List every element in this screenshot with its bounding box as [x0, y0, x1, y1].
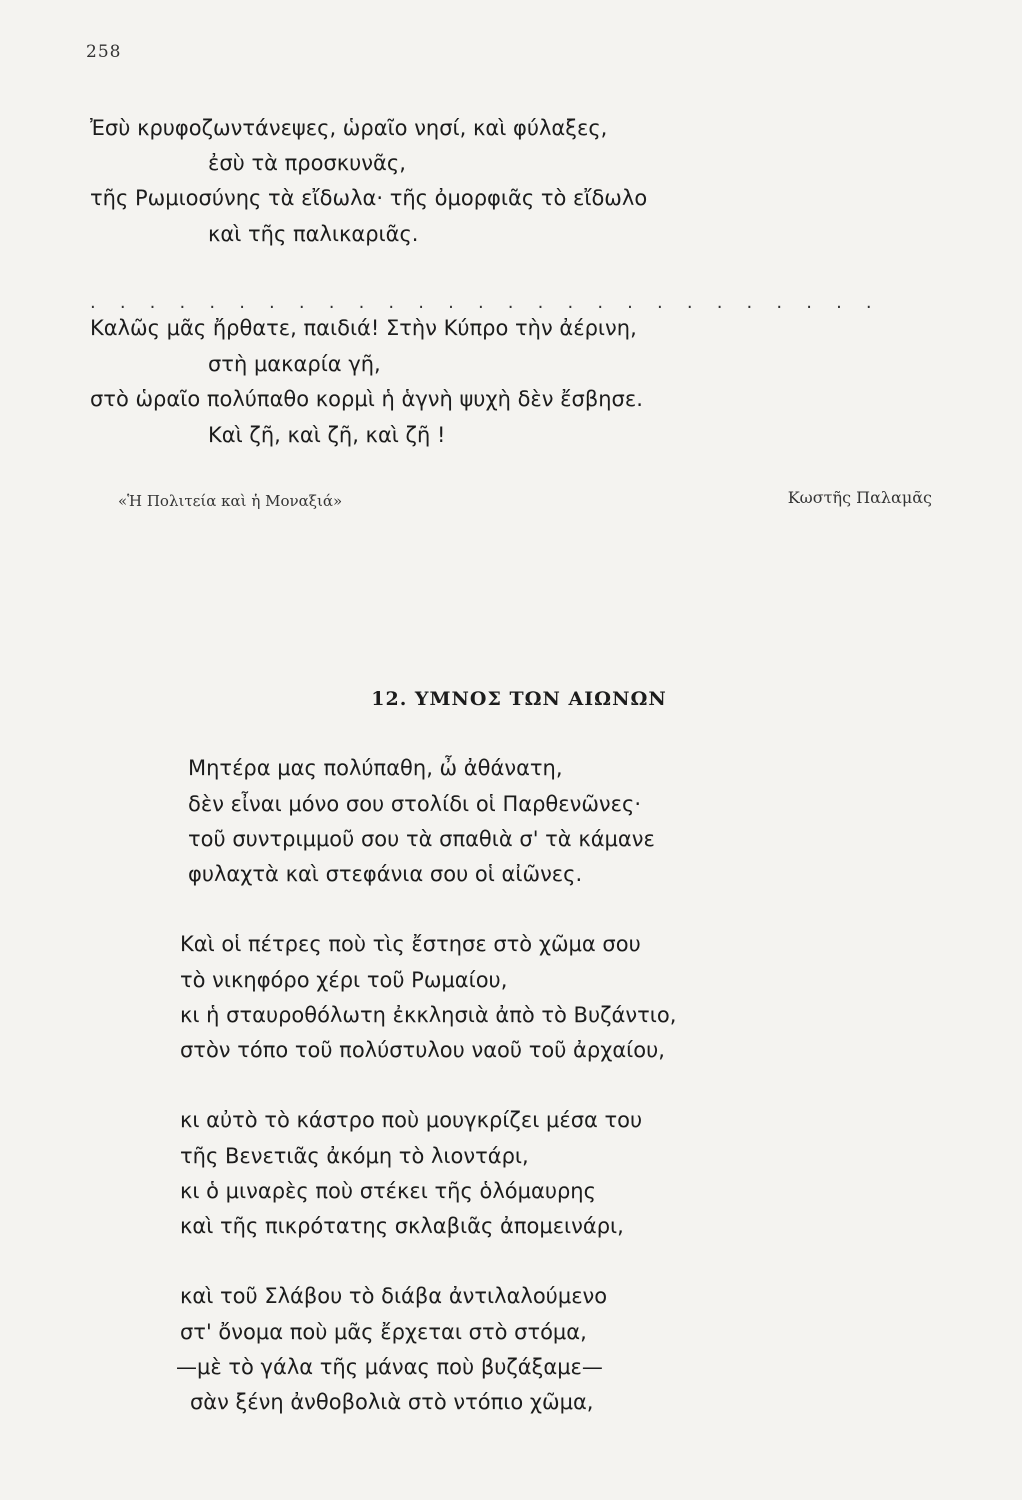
poem-title: 12. ΥΜΝΟΣ ΤΩΝ ΑΙΩΝΩΝ: [371, 688, 667, 710]
verse-line: τῆς Βενετιᾶς ἀκόμη τὸ λιοντάρι,: [180, 1144, 529, 1168]
verse-line: Καλῶς μᾶς ἤρθατε, παιδιά! Στὴν Κύπρο τὴν ἀέρινη,: [90, 316, 637, 340]
verse-line: στὴ μακαρία γῆ,: [208, 352, 381, 376]
verse-line: δὲν εἶναι μόνο σου στολίδι οἱ Παρθενῶνες·: [188, 792, 642, 816]
verse-line: στὸ ὡραῖο πολύπαθο κορμὶ ἡ ἁγνὴ ψυχὴ δὲν ἔσβησε.: [90, 387, 643, 411]
verse-line: φυλαχτὰ καὶ στεφάνια σου οἱ αἰῶνες.: [188, 862, 583, 886]
verse-line: σὰν ξένη ἀνθοβολιὰ στὸ ντόπιο χῶμα,: [190, 1390, 594, 1414]
verse-line: τῆς Ρωμιοσύνης τὰ εἴδωλα· τῆς ὀμορφιᾶς τὸ εἴδωλο: [90, 186, 648, 210]
verse-line: τὸ νικηφόρο χέρι τοῦ Ρωμαίου,: [180, 968, 508, 992]
ellipsis-divider: . . . . . . . . . . . . . . . . . . . . . . . . . . .: [90, 292, 881, 313]
page-number: 258: [86, 42, 122, 62]
verse-line: καὶ τοῦ Σλάβου τὸ διάβα ἀντιλαλούμενο: [180, 1284, 608, 1308]
verse-line: στ' ὄνομα ποὺ μᾶς ἔρχεται στὸ στόμα,: [180, 1320, 587, 1344]
author-name: Κωστῆς Παλαμᾶς: [787, 488, 932, 507]
verse-line: τοῦ συντριμμοῦ σου τὰ σπαθιὰ σ' τὰ κάμανε: [188, 827, 655, 851]
verse-line: Καὶ οἱ πέτρες ποὺ τὶς ἔστησε στὸ χῶμα σου: [180, 932, 641, 956]
verse-line: Καὶ ζῆ, καὶ ζῆ, καὶ ζῆ !: [208, 423, 446, 447]
verse-line: στὸν τόπο τοῦ πολύστυλου ναοῦ τοῦ ἀρχαίου,: [180, 1038, 665, 1062]
verse-line: καὶ τῆς πικρότατης σκλαβιᾶς ἀπομεινάρι,: [180, 1214, 624, 1238]
source-citation: «Ἡ Πολιτεία καὶ ἡ Μοναξιά»: [118, 492, 343, 510]
verse-line: Ἐσὺ κρυφοζωντάνεψες, ὡραῖο νησί, καὶ φύλαξες,: [90, 116, 608, 140]
verse-line: κι ὁ μιναρὲς ποὺ στέκει τῆς ὁλόμαυρης: [180, 1179, 596, 1203]
verse-line: —μὲ τὸ γάλα τῆς μάνας ποὺ βυζάξαμε—: [176, 1355, 603, 1379]
verse-line: ἐσὺ τὰ προσκυνᾶς,: [208, 151, 406, 175]
verse-line: Μητέρα μας πολύπαθη, ὦ ἀθάνατη,: [188, 756, 563, 780]
verse-line: κι αὐτὸ τὸ κάστρο ποὺ μουγκρίζει μέσα του: [180, 1108, 643, 1132]
verse-line: κι ἡ σταυροθόλωτη ἐκκλησιὰ ἀπὸ τὸ Βυζάντιο,: [180, 1003, 677, 1027]
verse-line: καὶ τῆς παλικαριᾶς.: [208, 222, 419, 246]
